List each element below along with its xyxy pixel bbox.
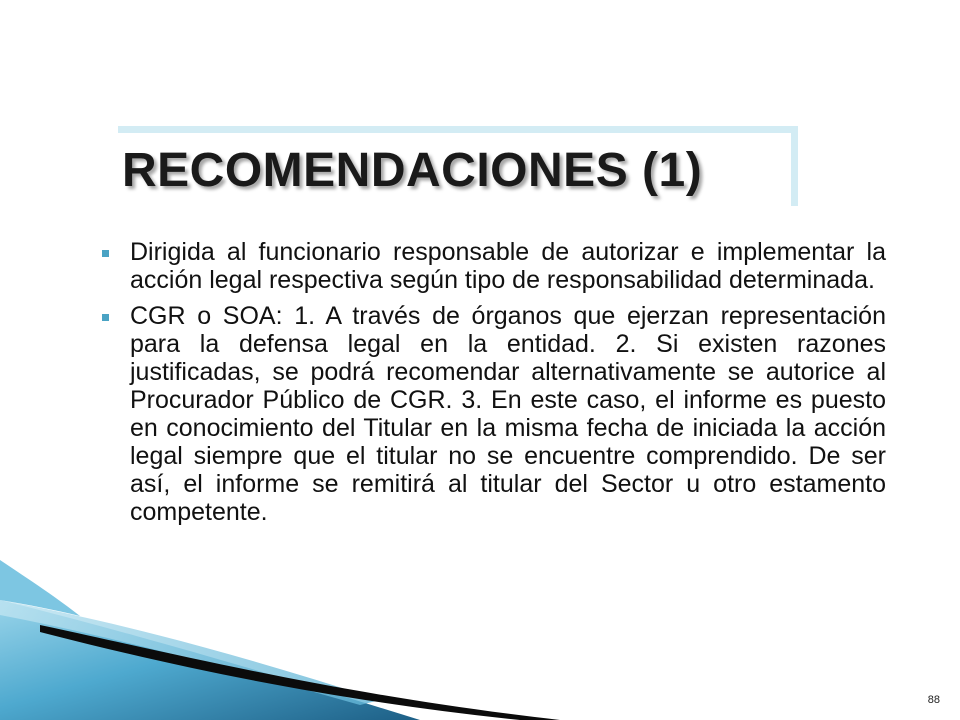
slide-title: RECOMENDACIONES (1) [122,144,703,197]
bullet-list [100,238,886,534]
square-bullet-icon [102,250,109,257]
square-bullet-icon [102,314,109,321]
page-number: 88 [927,694,940,706]
bullet-text: CGR o SOA: 1. A través de órganos que ejerzan representación para la defensa legal en la entidad. 2. Si existen razones justificadas, se podrá recomendar alternativamente se autorice al Procurador Público de CGR. 3. En este caso, el informe es puesto en conocimiento del Titular en la misma fecha de iniciada la acción legal siempre que el titular no se encuentre comprendido. De ser así, el informe se remitirá al titular del Sector u otro estamento competente. [130,302,886,526]
bullet-item [100,302,886,526]
decorative-swoosh [0,560,560,720]
bullet-item [100,238,886,294]
bullet-text: Dirigida al funcionario responsable de autorizar e implementar la acción legal respectiva según tipo de responsabilidad determinada. [130,238,886,294]
